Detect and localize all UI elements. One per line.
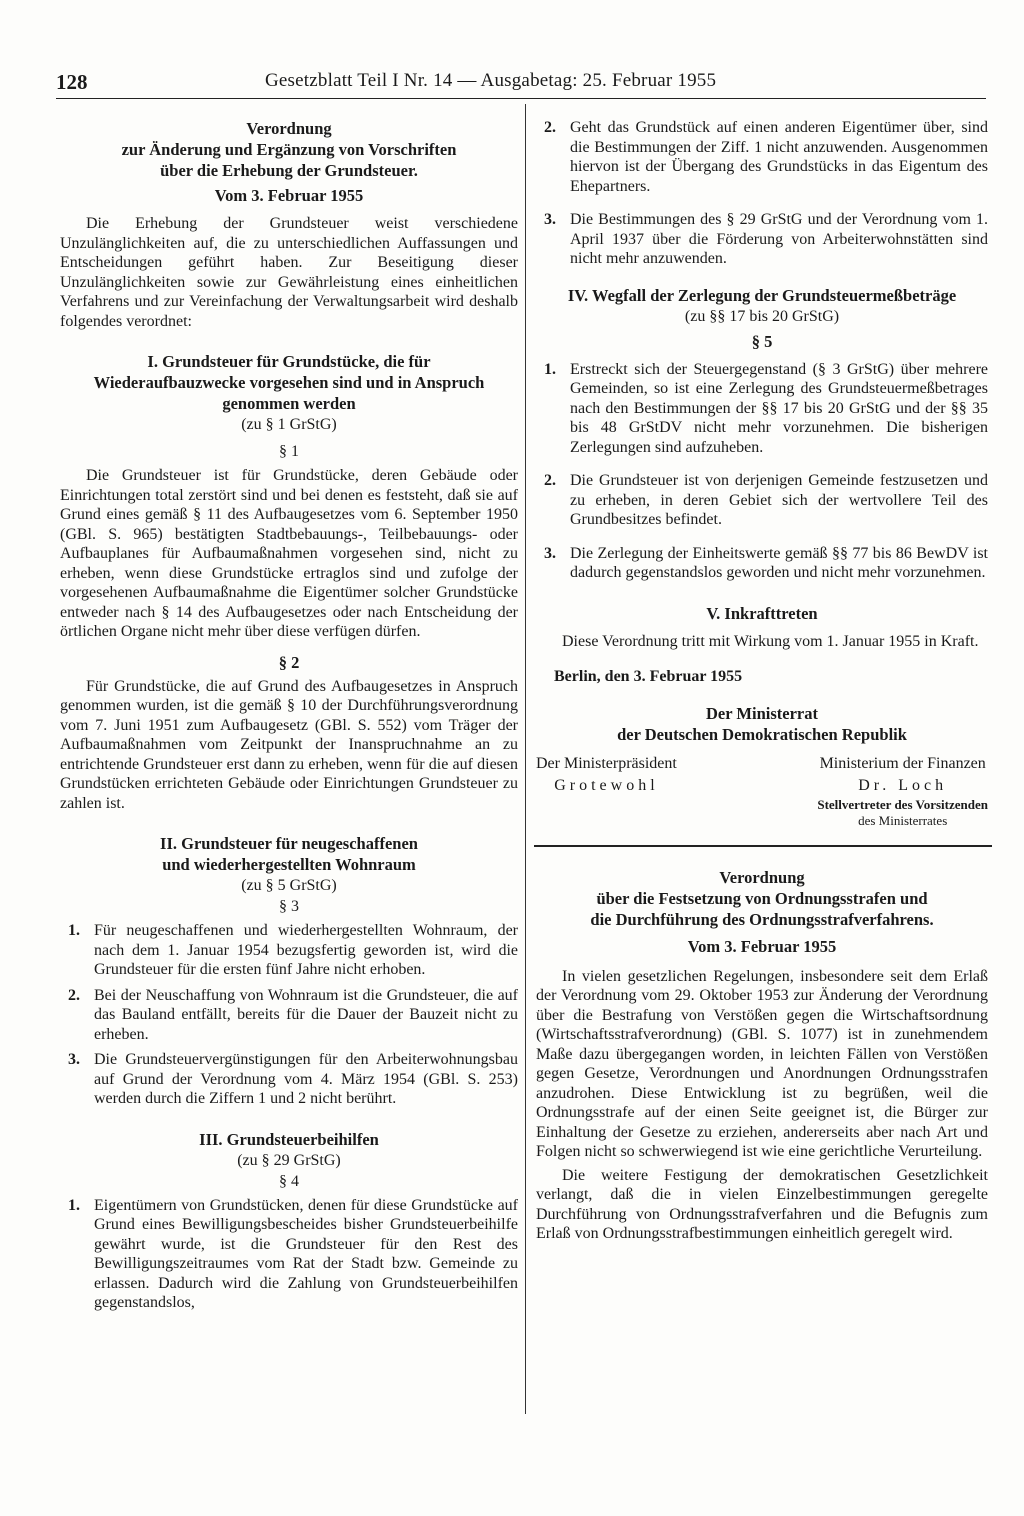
ordinance-2-date: Vom 3. Februar 1955 xyxy=(687,936,837,956)
paragraph-2-text: Für Grundstücke, die auf Grund des Aufbaugesetzes in Anspruch genommen wurden, ist die gemäß § 10 der Durchführungsverordnung vom 7. Juni 1951 zum Aufbaugesetz (GBl. S. 552) vom Träger der Aufbaumaßnahmen vom Zeitpunkt der Inanspruchnahme an zu entrichtende Grundsteuer erst dann zu erheben, wenn für die auf diesen Grundstücken errichteten Gebäude oder Einrichtungen Grundsteuer zu zahlen ist. xyxy=(60,677,518,812)
signature-left xyxy=(536,753,677,829)
section-1-heading-line1: I. Grundsteuer für Grundstücke, die für xyxy=(147,352,431,371)
ordinance-title-line2: zur Änderung und Ergänzung von Vorschriften xyxy=(121,140,457,159)
paragraph-3-label: § 3 xyxy=(279,898,299,915)
list-item: 1. Erstreckt sich der Steuergegenstand (§ 3 GrStG) über mehrere Gemeinden, so ist eine Zerlegung des Grundsteuermeßbetrages nach den Bestimmungen der §§ 17 bis 20 GrStG und der §§ 35 bis 48 GrStDV nicht mehr vorzunehmen. Die bisherigen Zerlegungen sind aufzuheben. xyxy=(544,360,988,456)
signature-block xyxy=(536,753,988,829)
ordinance-2-paragraph-2: Die weitere Festigung der demokratischen Gesetzlichkeit verlangt, daß die in vielen Einzelbestimmungen geregelte Durchführung von Ordnungsstrafverfahren und die Befugnis zum Erlaß von Ordnungsstrafbestimmungen einheitlich geregelt wird. xyxy=(536,1166,988,1242)
running-title: Gesetzblatt Teil I Nr. 14 — Ausgabetag: 25. Februar 1955 xyxy=(265,70,717,91)
section-1-reference: (zu § 1 GrStG) xyxy=(241,416,337,433)
list-item: 3. Die Bestimmungen des § 29 GrStG und der Verordnung vom 1. April 1937 über die Förderung von Arbeiterwohnstätten sind nicht mehr anzuwenden. xyxy=(544,211,988,267)
list-item: 2. Bei der Neuschaffung von Wohnraum ist die Grundsteuer, die auf das Bauland entfällt, bereits für die Dauer der Bauzeit nicht zu erheben. xyxy=(68,986,518,1043)
place-and-date: Berlin, den 3. Februar 1955 xyxy=(554,668,743,685)
paragraph-3-items xyxy=(60,921,518,1109)
left-column xyxy=(60,118,518,1313)
signatory-note-line1: Stellvertreter des Vorsitzenden xyxy=(817,796,988,812)
council-name-line1: Der Ministerrat xyxy=(706,703,818,723)
paragraph-4-label: § 4 xyxy=(279,1172,299,1190)
signatory-name: Grotewohl xyxy=(554,776,659,794)
page-header xyxy=(56,66,986,99)
section-2-heading-line1: II. Grundsteuer für neugeschaffenen xyxy=(160,834,418,853)
list-item: 3. Die Zerlegung der Einheitswerte gemäß §§ 77 bis 86 BewDV ist dadurch gegenstandslos geworden und nicht mehr vorzunehmen. xyxy=(544,544,988,581)
ordinance-2-title-line1: Verordnung xyxy=(719,867,805,887)
list-item: 1. Eigentümern von Grundstücken, denen für diese Grundstücke auf Grund eines Bewilligungsbescheides bisher Grundsteuerbeihilfe gewährt wurde, ist die Grundsteuer für den Rest des Bewilligungszeitraumes vom Rat der Stadt bzw. Gemeinde zu erlassen. Dadurch wird die Zahlung von Grundsteuerbeihilfen gegenstandslos, xyxy=(68,1196,518,1311)
section-4-reference: (zu §§ 17 bis 20 GrStG) xyxy=(684,307,840,325)
ordinance-2-title-line3: die Durchführung des Ordnungsstrafverfahrens. xyxy=(590,909,934,929)
preamble: Die Erhebung der Grundsteuer weist verschiedene Unzulänglichkeiten auf, die zu unterschiedlichen Auffassungen und Entscheidungen geführt haben. Zur Beseitigung dieser Unzulänglichkeiten sowie zur Gewährleistung eines einheitlichen Verfahrens und zur Vereinfachung der Verwaltungsarbeit wird deshalb folgendes verordnet: xyxy=(60,215,518,330)
ordinance-title-line3: über die Erhebung der Grundsteuer. xyxy=(160,161,418,180)
paragraph-5-label: § 5 xyxy=(751,331,773,351)
list-item: 1. Für neugeschaffenen und wiederhergestellten Wohnraum, der nach dem 1. Januar 1954 bezugsfertig geworden ist, wird die Grundsteuer für die ersten fünf Jahre nicht erhoben. xyxy=(68,922,518,978)
ordinance-2-title-line2: über die Festsetzung von Ordnungsstrafen und xyxy=(596,888,928,908)
signatory-name: Dr. Loch xyxy=(858,776,948,794)
section-1-heading-line2: Wiederaufbauzwecke vorgesehen sind und in Anspruch xyxy=(93,373,485,392)
section-1-heading-line3: genommen werden xyxy=(222,394,356,413)
section-3-heading: III. Grundsteuerbeihilfen xyxy=(199,1129,379,1149)
signatory-note-line2: des Ministerrates xyxy=(858,812,948,828)
paragraph-1-label: § 1 xyxy=(279,443,299,460)
right-column xyxy=(536,118,988,1244)
council-name-line2: der Deutschen Demokratischen Republik xyxy=(617,724,907,744)
section-3-reference: (zu § 29 GrStG) xyxy=(237,1151,341,1169)
signatory-role: Der Ministerpräsident xyxy=(536,754,677,772)
ordinance-2-paragraph-1: In vielen gesetzlichen Regelungen, insbesondere seit dem Erlaß der Verordnung vom 29. Oktober 1953 zur Änderung der Verordnung über die Bestrafung von Verstößen gegen die Wirtschaftsordnung (Wirtschaftsstrafverordnung) (GBl. S. 1077) ist in zunehmendem Maße dazu übergegangen worden, in leichten Fällen von Verstößen gegen Gesetze, Verordnungen und Anordnungen Ordnungsstrafen anzudrohen. Diese Entwicklung ist zu begrüßen, weil die Ordnungsstrafe auf der einen Seite geeignet ist, die Bürger zur Einhaltung der Gesetze zu erziehen, andererseits aber nach Art und Folgen nicht so schwerwiegend ist wie eine gerichtliche Verurteilung. xyxy=(536,967,988,1160)
signature-right xyxy=(817,753,988,829)
list-item: 3. Die Grundsteuervergünstigungen für den Arbeiterwohnungsbau auf Grund der Verordnung vom 4. März 1954 (GBl. S. 253) werden durch die Ziffern 1 und 2 nicht berührt. xyxy=(68,1051,518,1107)
column-divider xyxy=(525,104,526,1414)
list-item: 2. Die Grundsteuer ist von derjenigen Gemeinde festzusetzen und zu erheben, in deren Gebiet sich der wertvollere Teil des Grundbesitzes befindet. xyxy=(544,472,988,528)
list-item: 2. Geht das Grundstück auf einen anderen Eigentümer über, sind die Bestimmungen der Ziff. 1 nicht anzuwenden. Ausgenommen hiervon ist der Übergang des Grundstücks in das Eigentum des Ehepartners. xyxy=(544,119,988,195)
ordinance-title-line1: Verordnung xyxy=(246,119,332,138)
paragraph-2-label: § 2 xyxy=(278,652,300,672)
page-number: 128 xyxy=(56,70,88,94)
section-5-heading: V. Inkrafttreten xyxy=(706,603,818,623)
paragraph-1-text: Die Grundsteuer ist für Grundstücke, deren Gebäude oder Einrichtungen total zerstört sind und bei denen es feststeht, daß sie auf Grund eines gemäß § 11 des Aufbaugesetzes vom 6. September 1950 (GBl. S. 965) bestätigten Stadtbebauungs-, Teilbebauungs- oder Aufbauplanes für Aufbaumaßnahmen vorgesehen sind, nicht zu erheben, wenn diese Grundstücke ertraglos sind und zufolge der vorgesehenen Aufbaumaßnahme die Eigentümer solcher Grundstücke entweder nach § 14 des Aufbaugesetzes oder nach Entscheidung der örtlichen Organe nicht mehr über diese verfügen dürfen. xyxy=(60,467,518,640)
section-2-reference: (zu § 5 GrStG) xyxy=(241,877,337,894)
section-2-heading-line2: und wiederhergestellten Wohnraum xyxy=(162,855,416,874)
signatory-role: Ministerium der Finanzen xyxy=(819,754,986,772)
enactment-clause: Diese Verordnung tritt mit Wirkung vom 1. Januar 1955 in Kraft. xyxy=(562,632,979,650)
section-4-heading: IV. Wegfall der Zerlegung der Grundsteuermeßbeträge xyxy=(567,285,957,305)
ordinance-date: Vom 3. Februar 1955 xyxy=(214,186,364,205)
